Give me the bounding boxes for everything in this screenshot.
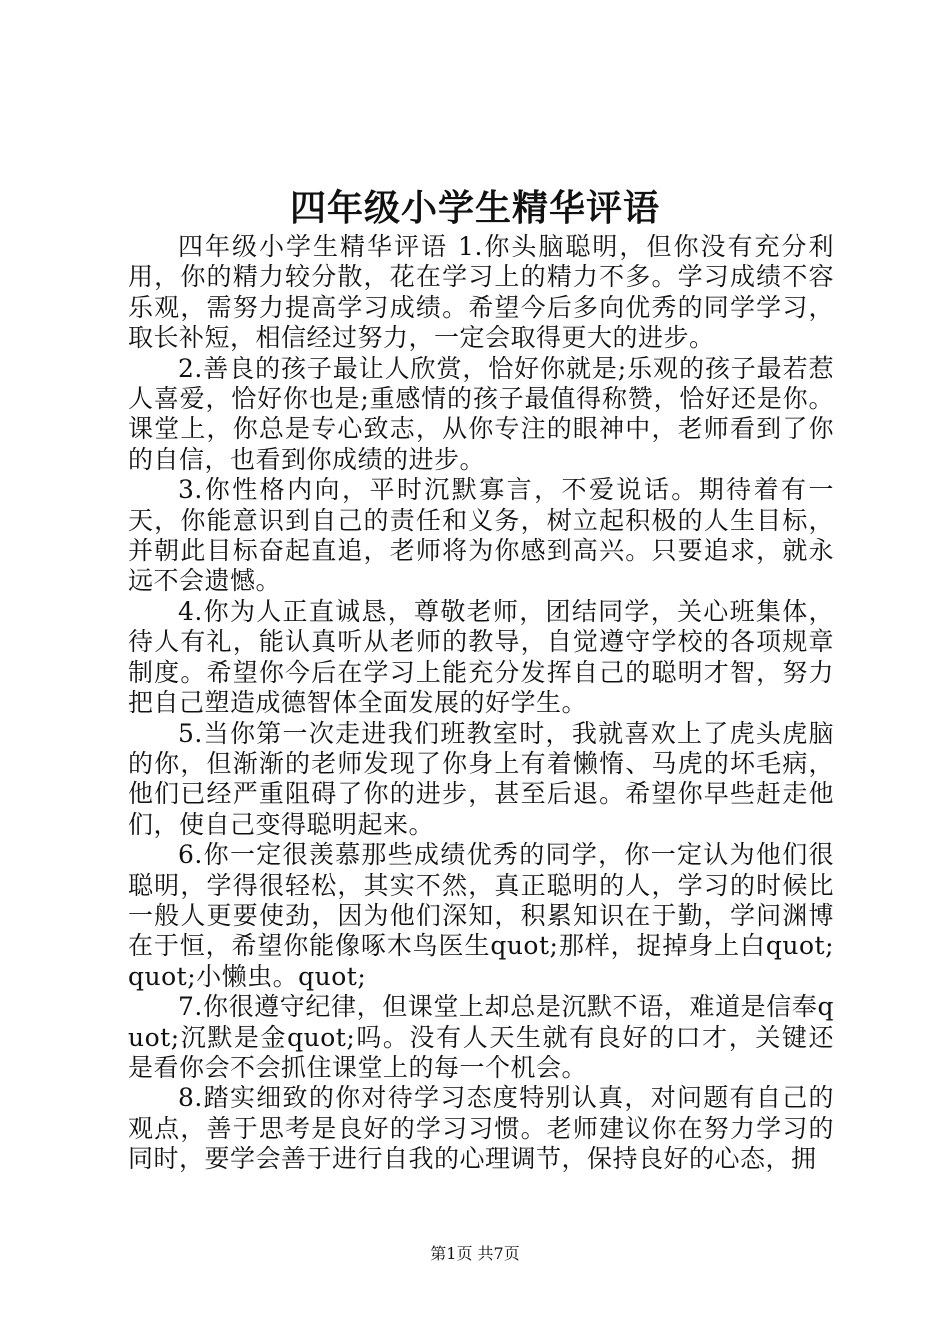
- page-footer: 第1页 共7页: [430, 1244, 520, 1263]
- paragraph-5: 5.当你第一次走进我们班教室时，我就喜欢上了虎头虎脑的你，但渐渐的老师发现了你身上有着懒惰、马虎的坏毛病，他们已经严重阻碍了你的进步，甚至后退。希望你早些赶走他们，使自己变得聪明起来。: [128, 718, 834, 839]
- paragraph-4: 4.你为人正直诚恳，尊敬老师，团结同学，关心班集体，待人有礼，能认真听从老师的教导，自觉遵守学校的各项规章制度。希望你今后在学习上能充分发挥自己的聪明才智，努力把自己塑造成德智体全面发展的好学生。: [128, 596, 834, 718]
- page-title: 四年级小学生精华评语: [289, 187, 660, 229]
- paragraph-6: 6.你一定很羡慕那些成绩优秀的同学，你一定认为他们很聪明，学得很轻松，其实不然，真正聪明的人，学习的时候比一般人更要使劲，因为他们深知，积累知识在于勤，学问渊博在于恒，希望你能像啄木鸟医生quot;那样，捉掉身上白quot;quot;小懒虫。quot;: [128, 840, 834, 991]
- paragraph-3: 3.你性格内向，平时沉默寡言，不爱说话。期待着有一天，你能意识到自己的责任和义务，树立起积极的人生目标，并朝此目标奋起直追，老师将为你感到高兴。只要追求，就永远不会遗憾。: [128, 475, 834, 596]
- paragraph-8: 8.踏实细致的你对待学习态度特别认真，对问题有自己的观点，善于思考是良好的学习习惯。老师建议你在努力学习的同时，要学会善于进行自我的心理调节，保持良好的心态，拥: [128, 1083, 834, 1174]
- paragraph-1: 四年级小学生精华评语 1.你头脑聪明，但你没有充分利用，你的精力较分散，花在学习上的精力不多。学习成绩不容乐观，需努力提高学习成绩。希望今后多向优秀的同学学习，取长补短，相信经过努力，一定会取得更大的进步。: [128, 232, 834, 353]
- document-body: [128, 232, 834, 1175]
- paragraph-7: 7.你很遵守纪律，但课堂上却总是沉默不语，难道是信奉quot;沉默是金quot;吗。没有人天生就有良好的口才，关键还是看你会不会抓住课堂上的每一个机会。: [128, 992, 834, 1082]
- paragraph-2: 2.善良的孩子最让人欣赏，恰好你就是;乐观的孩子最若惹人喜爱，恰好你也是;重感情的孩子最值得称赞，恰好还是你。课堂上，你总是专心致志，从你专注的眼神中，老师看到了你的自信，也看到你成绩的进步。: [128, 353, 834, 474]
